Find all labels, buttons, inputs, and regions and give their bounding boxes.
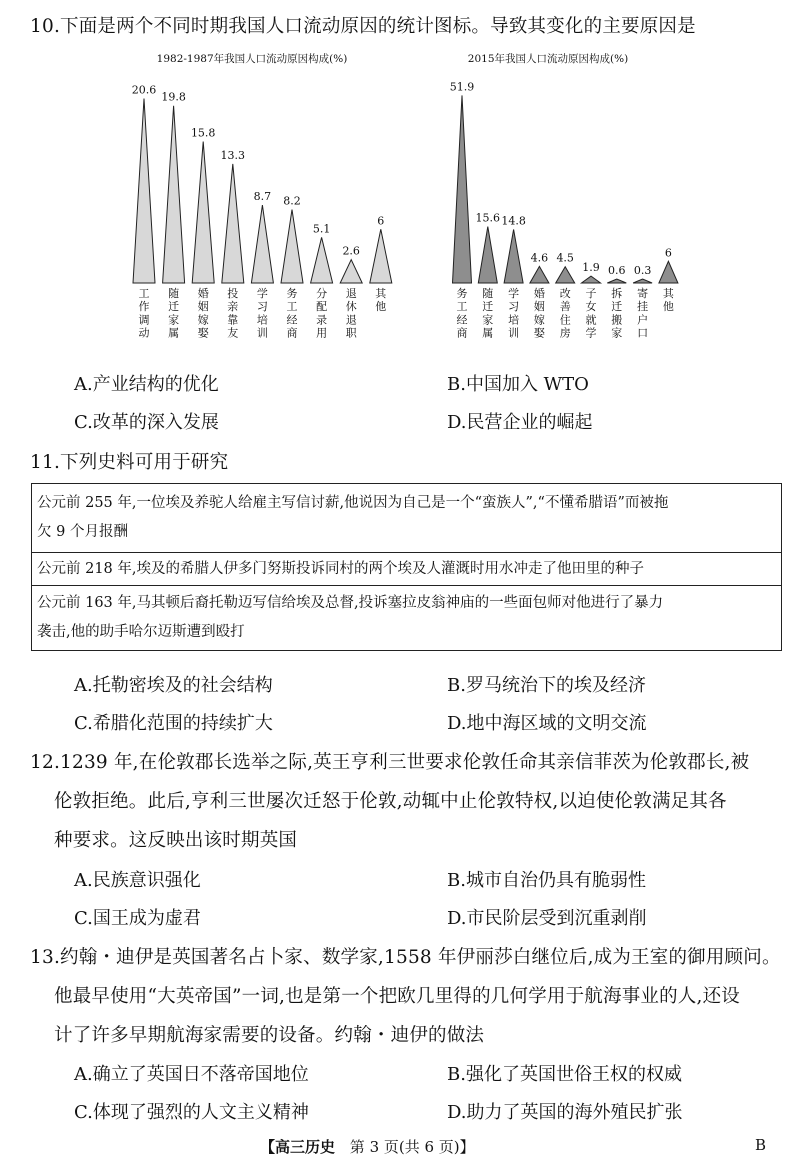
- q12-option-c[interactable]: C.国王成为虚君: [74, 908, 201, 929]
- c1-bar-1: [133, 99, 155, 283]
- c2-value-label-1: 51.9: [449, 80, 475, 94]
- c2-category-6: 子女就学: [585, 287, 597, 340]
- c1-category-6: 务工经商: [286, 287, 298, 340]
- c1-title: 1982-1987年我国人口流动原因构成(%): [156, 53, 348, 65]
- q10-option-b[interactable]: B.中国加入 WTO: [447, 374, 589, 395]
- c1-bar-9: [370, 229, 392, 283]
- c2-bar-4: [530, 266, 549, 283]
- c2-bar-2: [478, 227, 497, 283]
- source-row-1: [32, 484, 781, 552]
- footer-version: B: [755, 1136, 767, 1154]
- c2-bar-5: [556, 267, 575, 283]
- c2-title: 2015年我国人口流动原因构成(%): [467, 53, 629, 65]
- c1-category-8: 退休退职: [345, 287, 357, 340]
- c1-value-label-3: 15.8: [190, 126, 216, 140]
- chart-2015: [446, 48, 686, 353]
- c1-category-7: 分配录用: [316, 287, 328, 340]
- c2-value-label-5: 4.5: [556, 251, 574, 265]
- c2-value-label-8: 0.3: [633, 264, 652, 277]
- c2-category-1: 务工经商: [456, 287, 468, 340]
- q12-line-2: 伦敦拒绝。此后,亨利三世屡次迁怒于伦敦,动辄中止伦敦特权,以迫使伦敦满足其各: [54, 791, 727, 812]
- q11-stem: 11.下列史料可用于研究: [30, 452, 229, 473]
- c1-bar-8: [340, 260, 362, 283]
- c2-value-label-6: 1.9: [582, 261, 600, 275]
- c1-value-label-8: 2.6: [342, 244, 360, 258]
- c1-value-label-5: 8.7: [253, 190, 272, 204]
- q12-option-b[interactable]: B.城市自治仍具有脆弱性: [447, 870, 646, 891]
- source-row-3: [32, 585, 781, 651]
- source-1-line-1: 公元前 255 年,一位埃及养驼人给雇主写信讨薪,他说因为自己是一个“蛮族人”,“不懂希腊语”而被拖: [37, 495, 669, 511]
- source-3-line-2: 袭击,他的助手哈尔迈斯遭到殴打: [37, 624, 245, 640]
- source-3-line-1: 公元前 163 年,马其顿后裔托勒迈写信给埃及总督,投诉塞拉皮翁神庙的一些面包师对他进行了暴力: [37, 595, 664, 611]
- c2-value-label-3: 14.8: [501, 214, 526, 228]
- c1-value-label-9: 6: [377, 214, 385, 228]
- page-footer: [260, 1136, 475, 1157]
- c1-value-label-4: 13.3: [220, 148, 246, 162]
- c1-value-label-2: 19.8: [161, 90, 186, 104]
- q13-line-3: 计了许多早期航海家需要的设备。约翰・迪伊的做法: [54, 1025, 485, 1046]
- q10-option-d[interactable]: D.民营企业的崛起: [447, 412, 593, 433]
- source-1-line-2: 欠 9 个月报酬: [37, 524, 128, 540]
- q11-option-d[interactable]: D.地中海区域的文明交流: [447, 713, 647, 734]
- c2-category-7: 拆迁搬家: [611, 287, 623, 340]
- c1-value-label-6: 8.2: [283, 194, 301, 208]
- c1-category-4: 投亲靠友: [227, 287, 239, 340]
- source-table: [31, 483, 782, 651]
- q10-option-c[interactable]: C.改革的深入发展: [74, 412, 219, 433]
- c1-category-1: 工作调动: [138, 287, 150, 340]
- c2-value-label-2: 15.6: [475, 211, 501, 225]
- source-2-line-1: 公元前 218 年,埃及的希腊人伊多门努斯投诉同村的两个埃及人灌溉时用水冲走了他田里的种子: [37, 561, 644, 577]
- c2-value-label-9: 6: [664, 246, 672, 260]
- c2-category-2: 随迁家属: [482, 287, 494, 340]
- q13-option-d[interactable]: D.助力了英国的海外殖民扩张: [447, 1102, 683, 1123]
- c2-bar-1: [453, 95, 472, 283]
- c1-bar-3: [192, 142, 214, 283]
- c1-bar-2: [163, 106, 185, 283]
- c1-bar-4: [222, 164, 244, 283]
- c1-category-5: 学习培训: [256, 287, 268, 340]
- c1-value-label-1: 20.6: [131, 83, 157, 97]
- footer-page-number: 第 3 页(共 6 页)】: [349, 1138, 475, 1156]
- q10-option-a[interactable]: A.产业结构的优化: [74, 374, 219, 395]
- q11-option-c[interactable]: C.希腊化范围的持续扩大: [74, 713, 273, 734]
- q12-line-3: 种要求。这反映出该时期英国: [54, 830, 298, 851]
- c2-category-9: 其他: [662, 287, 674, 314]
- c2-category-8: 寄挂户口: [637, 287, 649, 340]
- c2-value-label-4: 4.6: [530, 251, 549, 265]
- c2-category-5: 改善住房: [559, 287, 571, 340]
- q11-option-a[interactable]: A.托勒密埃及的社会结构: [74, 675, 273, 696]
- c2-bar-9: [659, 261, 678, 283]
- c1-value-label-7: 5.1: [312, 222, 331, 236]
- footer-subject: 【高三历史: [260, 1138, 336, 1156]
- q12-option-a[interactable]: A.民族意识强化: [74, 870, 201, 891]
- chart-1982-1987: [120, 48, 420, 353]
- c2-bar-6: [582, 276, 601, 283]
- c2-bar-7: [607, 279, 626, 283]
- source-row-2: [32, 552, 781, 585]
- q12-option-d[interactable]: D.市民阶层受到沉重剥削: [447, 908, 647, 929]
- c1-category-3: 婚姻嫁娶: [197, 287, 209, 340]
- c1-bar-6: [281, 210, 303, 283]
- q12-line-1: 12.1239 年,在伦敦郡长选举之际,英王亨利三世要求伦敦任命其亲信菲茨为伦敦郡长,被: [30, 752, 750, 773]
- c2-bar-3: [504, 229, 523, 283]
- q13-option-c[interactable]: C.体现了强烈的人文主义精神: [74, 1102, 309, 1123]
- c1-category-9: 其他: [375, 287, 387, 314]
- q13-option-b[interactable]: B.强化了英国世俗王权的权威: [447, 1064, 682, 1085]
- c1-category-2: 随迁家属: [168, 287, 180, 340]
- q10-stem: 10.下面是两个不同时期我国人口流动原因的统计图标。导致其变化的主要原因是: [30, 16, 696, 37]
- q13-line-1: 13.约翰・迪伊是英国著名占卜家、数学家,1558 年伊丽莎白继位后,成为王室的御用顾问。: [30, 947, 781, 968]
- q13-line-2: 他最早使用“大英帝国”一词,也是第一个把欧几里得的几何学用于航海事业的人,还设: [54, 986, 740, 1007]
- c1-bar-5: [251, 205, 273, 283]
- q13-option-a[interactable]: A.确立了英国日不落帝国地位: [74, 1064, 309, 1085]
- c2-category-3: 学习培训: [508, 287, 520, 340]
- c2-bar-8: [633, 279, 652, 283]
- c1-bar-7: [311, 237, 333, 283]
- c2-category-4: 婚姻嫁娶: [533, 287, 545, 340]
- c2-value-label-7: 0.6: [608, 264, 626, 277]
- q11-option-b[interactable]: B.罗马统治下的埃及经济: [447, 675, 646, 696]
